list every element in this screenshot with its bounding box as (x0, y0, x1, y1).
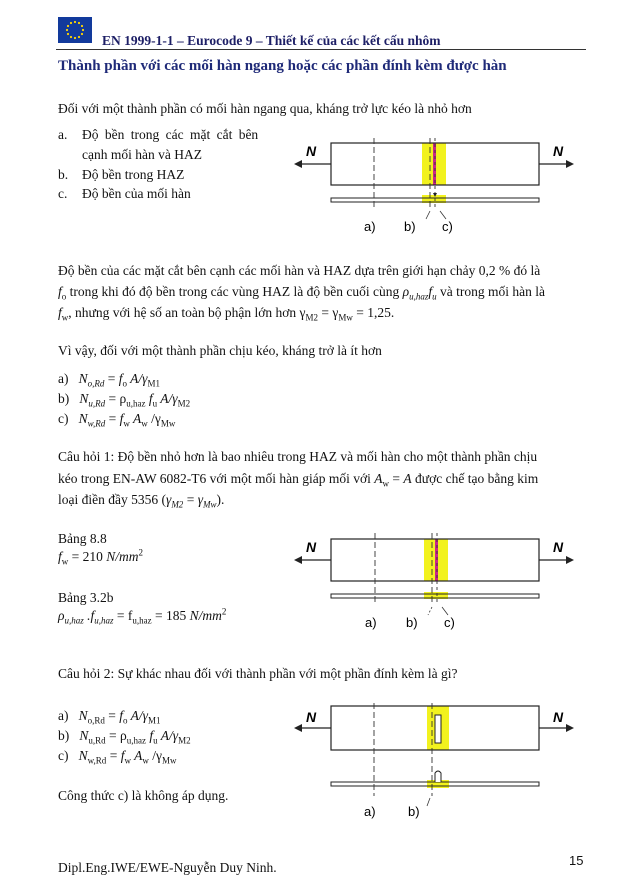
force-label-left: N (306, 709, 317, 725)
formula-b: b) $N_{u,Rd} = \rho_{u,haz}$ $f_u$ $A/\gamma_{M2}$ (58, 728, 191, 746)
formula-a: a) $N_{o,Rd} = f_o$ $A/\gamma_{M1}$ (58, 371, 160, 389)
list-item-text: Độ bền trong các mặt cắt bên (82, 127, 259, 142)
label-c: c) (444, 615, 455, 630)
list-item-text: Độ bền trong HAZ (82, 167, 185, 182)
header-title: EN 1999-1-1 – Eurocode 9 – Thiết kế của các kết cấu nhôm (102, 33, 441, 48)
force-label-right: N (553, 143, 564, 159)
table-3-2b-label: Bảng 3.2b (58, 590, 114, 605)
note-text: Công thức c) là không áp dụng. (58, 788, 229, 803)
butt-weld-diagram-2 (290, 530, 580, 635)
weld-seam (435, 539, 438, 581)
list-item: c. (58, 186, 68, 201)
label-a: a) (364, 219, 376, 234)
intro-text: Đối với một thành phần có mối hàn ngang qua, kháng trở lực kéo là nhỏ hơn (58, 101, 472, 116)
weld-seam (433, 143, 436, 185)
table-8-8-label: Bảng 8.8 (58, 531, 107, 546)
formula-a: a) $N_{o,Rd} = f_o$ $A/\gamma_{M1}$ (58, 708, 161, 726)
butt-weld-diagram-1 (290, 135, 580, 240)
formula-b: b) $N_{u,Rd} = \rho_{u,haz}$ $f_u$ $A/\gamma_{M2}$ (58, 391, 191, 409)
paragraph-line: $f_o$ trong khi đó độ bền trong các vùng HAZ là độ bền cuối cùng $\rho_{u,haz}f_u$ và trong mối hàn là (58, 284, 545, 302)
paragraph-line: $f_w$, nhưng với hệ số an toàn bộ phận lớn hơn $\gamma_{M2} = \gamma_{Mw} = 1,25$. (58, 305, 395, 323)
list-item-text: cạnh mối hàn và HAZ (82, 147, 202, 162)
label-b: b) (406, 615, 418, 630)
formula-c: c) $N_{w,Rd} = f_w$ $A_w$ $/\gamma_{Mw}$ (58, 411, 176, 429)
list-item-text: Độ bền của mối hàn (82, 186, 191, 201)
attachment-diagram (290, 700, 580, 825)
force-label-right: N (553, 539, 564, 555)
label-a: a) (364, 804, 376, 819)
question-1-line: Câu hỏi 1: Độ bền nhỏ hơn là bao nhiêu trong HAZ và mối hàn cho một thành phần chịu (58, 449, 538, 464)
label-a: a) (365, 615, 377, 630)
paragraph-line: Độ bền của các mặt cắt bên cạnh các mối hàn và HAZ dựa trên giới hạn chảy 0,2 % đó là (58, 263, 541, 278)
force-label-left: N (306, 539, 317, 555)
force-label-left: N (306, 143, 317, 159)
force-label-right: N (553, 709, 564, 725)
section-title: Thành phần với các mối hàn ngang hoặc các phần đính kèm được hàn (58, 58, 507, 74)
list-item: b. (58, 167, 69, 182)
label-b: b) (408, 804, 420, 819)
eu-flag-logo (58, 17, 92, 43)
footer-author: Dipl.Eng.IWE/EWE-Nguyễn Duy Ninh. (58, 860, 277, 875)
attachment-plan (435, 715, 441, 743)
label-c: c) (442, 219, 453, 234)
paragraph-line: Vì vậy, đối với một thành phần chịu kéo, kháng trở là ít hơn (58, 343, 382, 358)
page-number: 15 (569, 853, 584, 868)
attachment-section (435, 771, 441, 782)
question-2: Câu hỏi 2: Sự khác nhau đối với thành phần với một phần đính kèm là gì? (58, 666, 458, 681)
question-1-line: kéo trong EN-AW 6082-T6 với một mối hàn giáp mối với $A_w = A$ được chế tạo bằng kim (58, 471, 539, 489)
formula-c: c) $N_{w,Rd} = f_w$ $A_w$ $/\gamma_{Mw}$ (58, 748, 177, 766)
list-item: a. (58, 127, 68, 142)
header-divider (56, 49, 586, 50)
table-8-8-value: $f_w = 210$ $N/mm^2$ (58, 547, 144, 567)
table-3-2b-value: $\rho_{u,haz}$ $.f_{u,haz} = f_{u,haz} = 185$ $N/mm^2$ (58, 606, 227, 626)
label-b: b) (404, 219, 416, 234)
question-1-line: loại điền đầy 5356 $(\gamma_{M2} = \gamma_{Mw})$. (58, 492, 225, 510)
